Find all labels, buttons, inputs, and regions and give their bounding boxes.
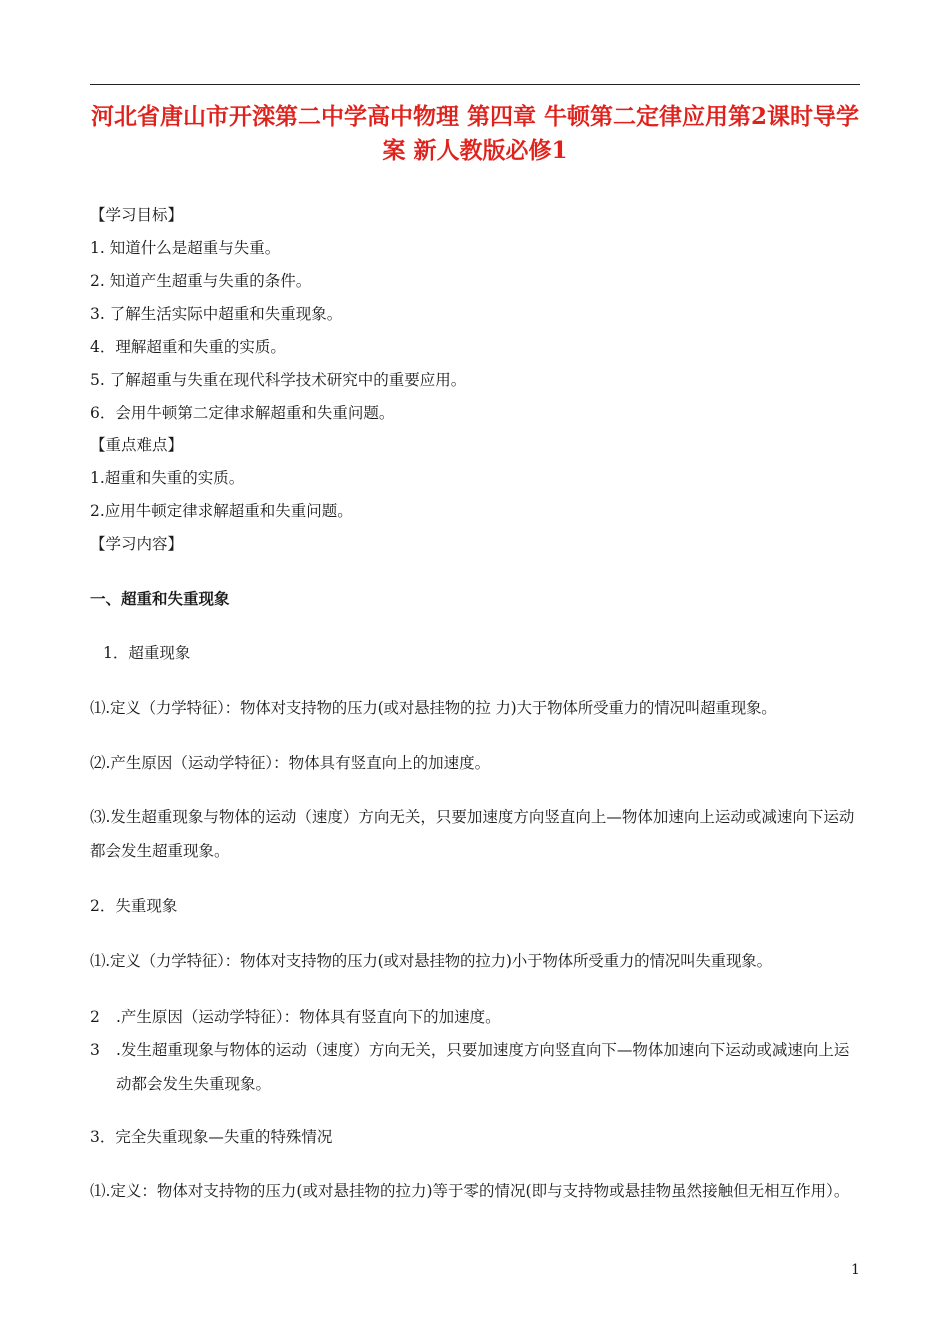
sub1-title: 1．超重现象 — [103, 644, 191, 662]
sub3-item-1: ⑴.定义：物体对支持物的压力(或对悬挂物的拉力)等于零的情况(即与支持物或悬挂物虽然接触但无相互作用）。 — [90, 1182, 850, 1200]
sub1-item-1: ⑴.定义（力学特征）：物体对支持物的压力(或对悬挂物的拉 力)大于物体所受重力的情况叫超重现象。 — [90, 699, 777, 717]
content-heading: 【学习内容】 — [90, 535, 184, 553]
goal-item-2: 2. 知道产生超重与失重的条件。 — [90, 272, 312, 290]
goal-item-3: 3. 了解生活实际中超重和失重现象。 — [90, 305, 343, 323]
key-item-1: 1.超重和失重的实质。 — [90, 469, 245, 487]
key-heading: 【重点难点】 — [90, 436, 184, 454]
goal-item-5: 5. 了解超重与失重在现代科学技术研究中的重要应用。 — [90, 371, 467, 389]
sub2-item-3-number: 3 — [90, 1041, 100, 1059]
sub2-title: 2．失重现象 — [90, 897, 178, 915]
sub3-title: 3．完全失重现象—失重的特殊情况 — [90, 1128, 333, 1146]
goals-heading: 【学习目标】 — [90, 206, 184, 224]
goal-item-4: 4．理解超重和失重的实质。 — [90, 338, 286, 356]
sub1-item-3: ⑶.发生超重现象与物体的运动（速度）方向无关，只要加速度方向竖直向上—物体加速向上运动或减速向下运动都会发生超重现象。 — [90, 808, 855, 860]
header-rule — [90, 84, 860, 85]
goal-item-1: 1. 知道什么是超重与失重。 — [90, 239, 281, 257]
section-title: 一、超重和失重现象 — [90, 589, 230, 608]
sub1-item-2: ⑵.产生原因（运动学特征）：物体具有竖直向上的加速度。 — [90, 754, 491, 772]
sub2-item-3-text: .发生超重现象与物体的运动（速度）方向无关，只要加速度方向竖直向下—物体加速向下运动或减速向上运动都会发生失重现象。 — [116, 1041, 850, 1093]
sub2-item-2-number: 2 — [90, 1008, 100, 1026]
sub2-item-1: ⑴.定义（力学特征）：物体对支持物的压力(或对悬挂物的拉力)小于物体所受重力的情况叫失重现象。 — [90, 952, 772, 970]
document-title: 河北省唐山市开滦第二中学高中物理 第四章 牛顿第二定律应用第2课时导学案 新人教版必修1 — [90, 103, 860, 164]
goal-item-6: 6．会用牛顿第二定律求解超重和失重问题。 — [90, 404, 395, 422]
key-item-2: 2.应用牛顿定律求解超重和失重问题。 — [90, 502, 353, 520]
sub2-item-2-text: .产生原因（运动学特征）：物体具有竖直向下的加速度。 — [116, 1008, 501, 1026]
page-number: 1 — [851, 1262, 860, 1278]
